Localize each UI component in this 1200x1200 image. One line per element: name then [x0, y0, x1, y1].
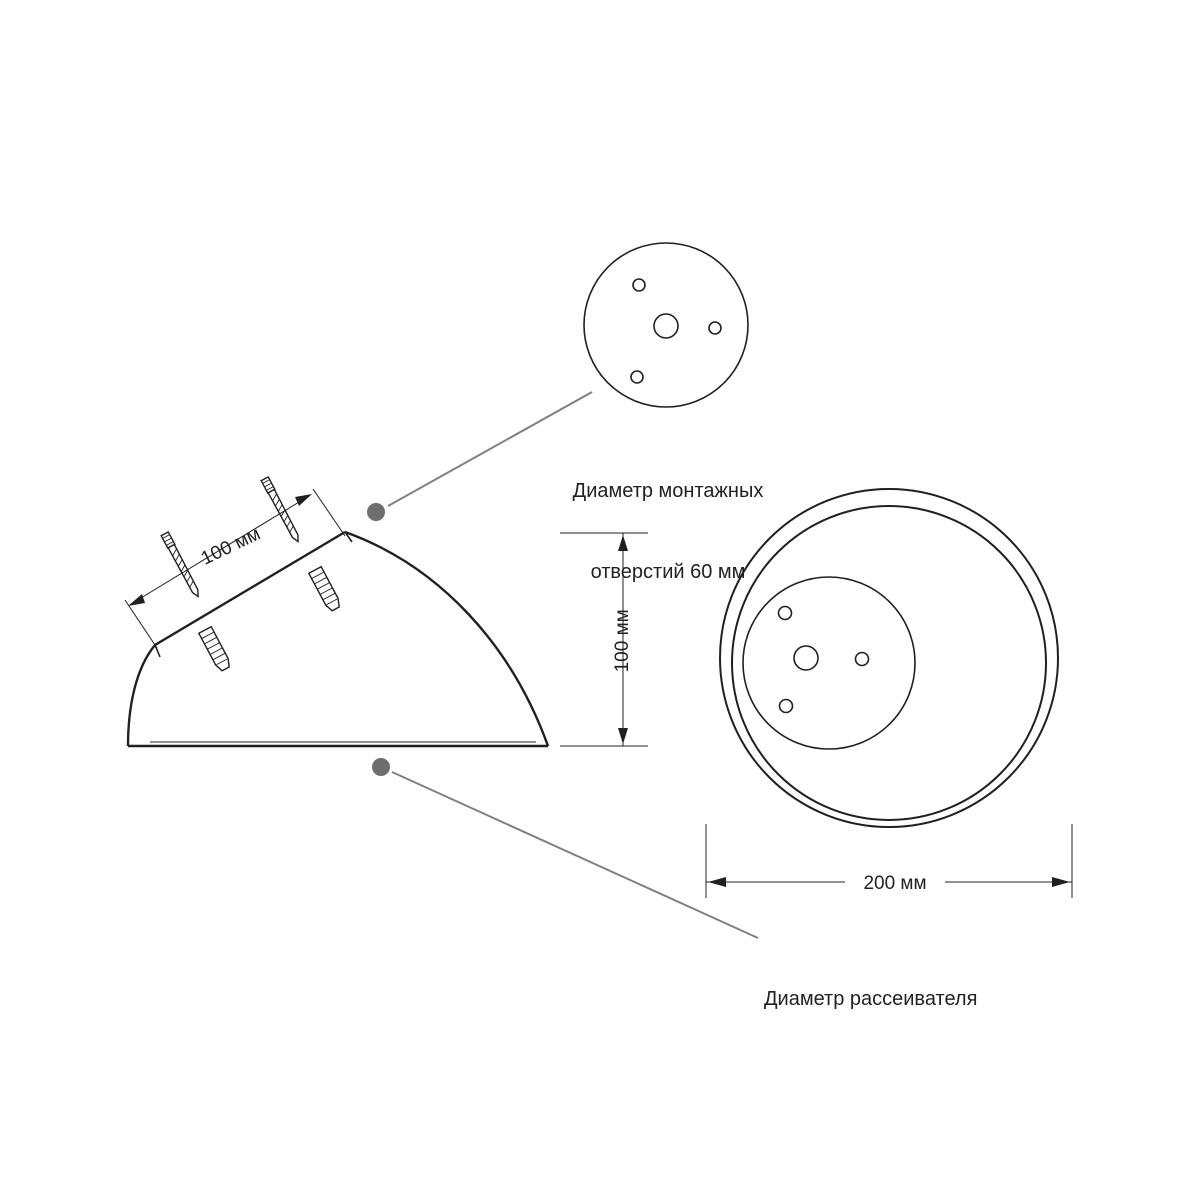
leader-line-diffuser [392, 772, 758, 938]
arrow-diameter-left [708, 877, 726, 887]
arrow-diameter-right [1052, 877, 1070, 887]
callout-mounting-line2: отверстий 60 мм [590, 561, 746, 583]
mounting-plate-hole-bottom [631, 371, 643, 383]
ext-line-spacing-right [313, 489, 345, 536]
callout-diffuser-line1: Диаметр рассеивателя [764, 988, 978, 1010]
arrow-spacing-left [128, 594, 145, 606]
leader-dot-mounting [367, 503, 385, 521]
dim-label-diameter: 200 мм [845, 871, 945, 897]
arrow-height-bottom [618, 728, 628, 744]
callout-label-mounting-holes [540, 424, 796, 640]
top-view-hole-right [856, 653, 869, 666]
mounting-plate-center-hole [654, 314, 678, 338]
mounting-plate-detail [584, 243, 748, 407]
arrow-spacing-right [295, 494, 312, 506]
dim-label-screw-spacing: 100 мм [197, 523, 264, 570]
top-view-hole-bottom [780, 700, 793, 713]
callout-label-diffuser [764, 932, 1024, 1067]
leader-dot-diffuser [372, 758, 390, 776]
callout-mounting-line1: Диаметр монтажных [572, 480, 764, 502]
mounting-plate-hole-right [709, 322, 721, 334]
dim-label-height: 100 мм [612, 609, 634, 673]
mounting-plate-hole-top [633, 279, 645, 291]
leader-diffuser [372, 758, 758, 938]
top-view-center-hole [794, 646, 818, 670]
